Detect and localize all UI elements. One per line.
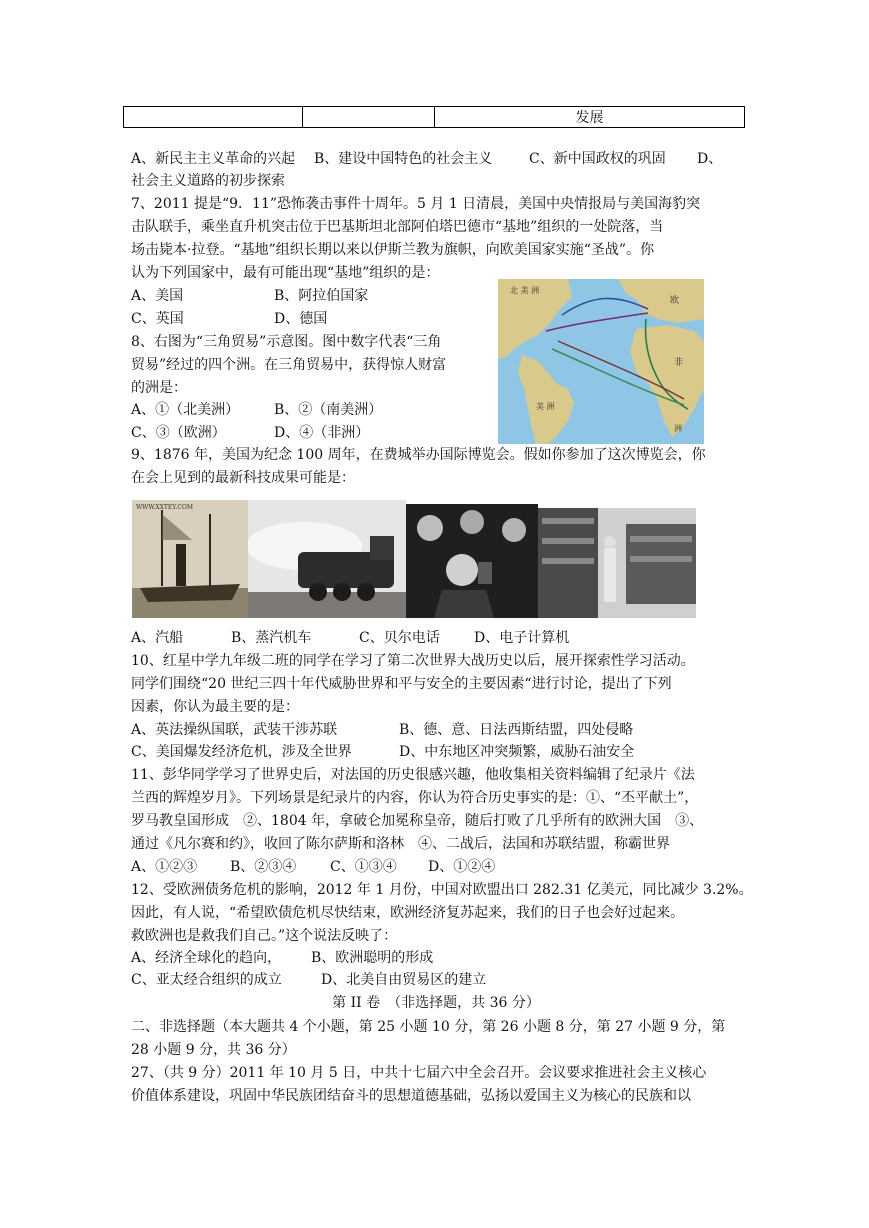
option-b: B、阿拉伯国家 bbox=[274, 288, 369, 304]
option-c: C、新中国政权的巩固 bbox=[529, 151, 666, 167]
photo-watermark: WWW.XXTEY.COM bbox=[136, 504, 194, 511]
telephone-receiver bbox=[478, 562, 492, 584]
q8-line: 8、右图为“三角贸易”示意图。图中数字代表“三角 bbox=[131, 334, 442, 350]
computer-svg bbox=[538, 508, 696, 618]
option-a: A、美国 bbox=[131, 288, 184, 304]
q7-line: 击队联手，乘坐直升机突击位于巴基斯坦北部阿伯塔巴德市“基地”组织的一处院落，当 bbox=[131, 219, 664, 235]
telephone-svg bbox=[406, 504, 538, 618]
option-d: D、德国 bbox=[274, 311, 328, 327]
q9-options-line bbox=[131, 627, 741, 649]
bell-telephone-photo bbox=[406, 504, 538, 618]
option-d: D、 bbox=[697, 151, 723, 167]
triangle-trade-map bbox=[498, 279, 704, 444]
steamship-photo bbox=[132, 500, 248, 618]
map-label-sa: 美 洲 bbox=[536, 402, 555, 411]
bell-face bbox=[446, 554, 478, 586]
person-face bbox=[417, 515, 443, 541]
q12-options-ab bbox=[131, 947, 741, 969]
loco-wheel bbox=[333, 583, 351, 601]
person-face bbox=[502, 518, 526, 542]
photo-ground bbox=[248, 592, 406, 618]
q7-line: 场击毙本·拉登。“基地”组织长期以来以伊斯兰教为旗帜，向欧美国家实施“圣战”。你 bbox=[131, 242, 655, 258]
steam-locomotive-photo bbox=[248, 500, 406, 618]
cabinet-panel bbox=[630, 536, 692, 542]
cabinet-panel bbox=[542, 538, 594, 544]
option-d: D、④（非洲） bbox=[274, 425, 370, 441]
q10-line: 因素，你认为最主要的是： bbox=[131, 699, 299, 715]
loco-wheel bbox=[309, 583, 327, 601]
loco-wheel bbox=[357, 583, 375, 601]
q9-line: 9、1876 年，美国为纪念 100 周年，在费城举办国际博览会。假如你参加了这次博览会，你 bbox=[131, 447, 706, 463]
option-b: B、德、意、日法西斯结盟，四处侵略 bbox=[399, 722, 634, 738]
table-cell: 发展 bbox=[435, 107, 745, 128]
q9-line: 在会上见到的最新科技成果可能是： bbox=[131, 470, 355, 486]
map-label-af: 非 bbox=[674, 358, 684, 368]
q11-options-line bbox=[131, 856, 741, 878]
locomotive-svg bbox=[248, 500, 406, 618]
option-a: A、①（北美洲） bbox=[131, 402, 240, 418]
option-b: B、②③④ bbox=[230, 859, 297, 875]
option-b: B、②（南美洲） bbox=[274, 402, 383, 418]
option-c: C、①③④ bbox=[330, 859, 397, 875]
table-cell bbox=[124, 107, 303, 128]
q27-line: 价值体系建设，巩固中华民族团结奋斗的思想道德基础，弘扬以爱国主义为核心的民族和以 bbox=[131, 1088, 691, 1104]
q10-options-cd bbox=[131, 741, 741, 763]
table-row bbox=[124, 107, 745, 128]
option-d: D、北美自由贸易区的建立 bbox=[321, 972, 487, 988]
map-label-eu: 欧 bbox=[670, 296, 680, 306]
steamship-svg bbox=[132, 500, 248, 618]
q6-options-line bbox=[131, 148, 741, 170]
option-c: C、亚太经合组织的成立 bbox=[131, 972, 282, 988]
q8-line: 贸易”经过的四个洲。在三角贸易中，获得惊人财富 bbox=[131, 357, 447, 373]
cabinet-panel bbox=[542, 558, 594, 564]
option-c: C、贝尔电话 bbox=[359, 630, 440, 646]
loco-cab bbox=[370, 536, 394, 560]
part2-heading: 第 II 卷 （非选择题，共 36 分） bbox=[332, 995, 540, 1011]
q7-line: 7、2011 提是“9．11”恐怖袭击事件十周年。5 月 1 日清晨，美国中央情报局与美国海豹突 bbox=[131, 196, 701, 212]
cabinet-panel bbox=[542, 518, 594, 524]
q7-line: 认为下列国家中，最有可能出现“基地”组织的是： bbox=[131, 265, 440, 281]
option-d: D、电子计算机 bbox=[474, 630, 570, 646]
bell-body bbox=[434, 590, 494, 618]
part2-line: 28 小题 9 分，共 36 分） bbox=[131, 1042, 296, 1058]
q27-line: 27、（共 9 分）2011 年 10 月 5 日，中共十七届六中全会召开。会议要求推进社会主义核心 bbox=[131, 1065, 707, 1081]
cabinet-panel bbox=[630, 556, 692, 562]
q12-line: 救欧洲也是救我们自己。”这个说法反映了： bbox=[131, 928, 398, 944]
person-face bbox=[460, 510, 484, 534]
option-d: D、①②④ bbox=[428, 859, 496, 875]
option-c: C、美国爆发经济危机，涉及全世界 bbox=[131, 744, 352, 760]
q10-line: 10、红星中学九年级二班的同学在学习了第二次世界大战历史以后，展开探索性学习活动。 bbox=[131, 653, 695, 669]
top-table bbox=[123, 106, 745, 128]
operator-figure bbox=[604, 548, 616, 602]
part2-line: 二、非选择题（本大题共 4 个小题，第 25 小题 10 分，第 26 小题 8 分，第 27 小题 9 分，第 bbox=[131, 1019, 726, 1035]
option-a: A、新民主主义革命的兴起 bbox=[131, 151, 296, 167]
q8-line: 的洲是： bbox=[131, 380, 187, 396]
q12-line: 12、受欧洲债务危机的影响，2012 年 1 月份，中国对欧盟出口 282.31 亿美元，同比减少 3.2%。 bbox=[131, 882, 753, 898]
q12-options-cd bbox=[131, 969, 741, 991]
option-c: C、英国 bbox=[131, 311, 184, 327]
option-d: D、中东地区冲突频繁，威胁石油安全 bbox=[399, 744, 635, 760]
option-a: A、汽船 bbox=[131, 630, 184, 646]
option-b: B、建设中国特色的社会主义 bbox=[314, 151, 493, 167]
option-a: A、经济全球化的趋向， bbox=[131, 950, 282, 966]
q10-options-ab bbox=[131, 719, 741, 741]
q11-line: 11、彭华同学学习了世界史后，对法国的历史很感兴趣，他收集相关资料编辑了纪录片《法 bbox=[131, 767, 695, 783]
option-c: C、③（欧洲） bbox=[131, 425, 226, 441]
ship-funnel bbox=[176, 544, 186, 586]
q11-line: 通过《凡尔赛和约》，收回了陈尔萨斯和洛林 ④、二战后，法国和苏联结盟，称霸世界 bbox=[131, 836, 670, 852]
map-label-na: 北 美 洲 bbox=[510, 286, 540, 295]
operator-head bbox=[604, 536, 616, 548]
computer-photo bbox=[538, 508, 696, 618]
map-svg bbox=[498, 279, 704, 444]
option-b: B、欧洲聪明的形成 bbox=[311, 950, 434, 966]
table-cell bbox=[303, 107, 435, 128]
q12-line: 因此，有人说，“希望欧债危机尽快结束，欧洲经济复苏起来，我们的日子也会好过起来。 bbox=[131, 905, 685, 921]
q11-line: 罗马教皇国形成 ②、1804 年，拿破仑加冕称皇帝，随后打败了几乎所有的欧洲大国 ③、 bbox=[131, 813, 704, 829]
q10-line: 同学们围绕“20 世纪三四十年代威胁世界和平与安全的主要因素“进行讨论，提出了下列 bbox=[131, 676, 672, 692]
option-b: B、蒸汽机车 bbox=[231, 630, 312, 646]
q11-line: 兰西的辉煌岁月》。下列场景是纪录片的内容，你认为符合历史事实的是：①、“丕平献土”， bbox=[131, 790, 699, 806]
option-a: A、英法操纵国联，武装干涉苏联 bbox=[131, 722, 338, 738]
map-label-az: 洲 bbox=[674, 424, 682, 433]
q6-option-d-cont: 社会主义道路的初步探索 bbox=[131, 173, 285, 189]
option-a: A、①②③ bbox=[131, 859, 198, 875]
